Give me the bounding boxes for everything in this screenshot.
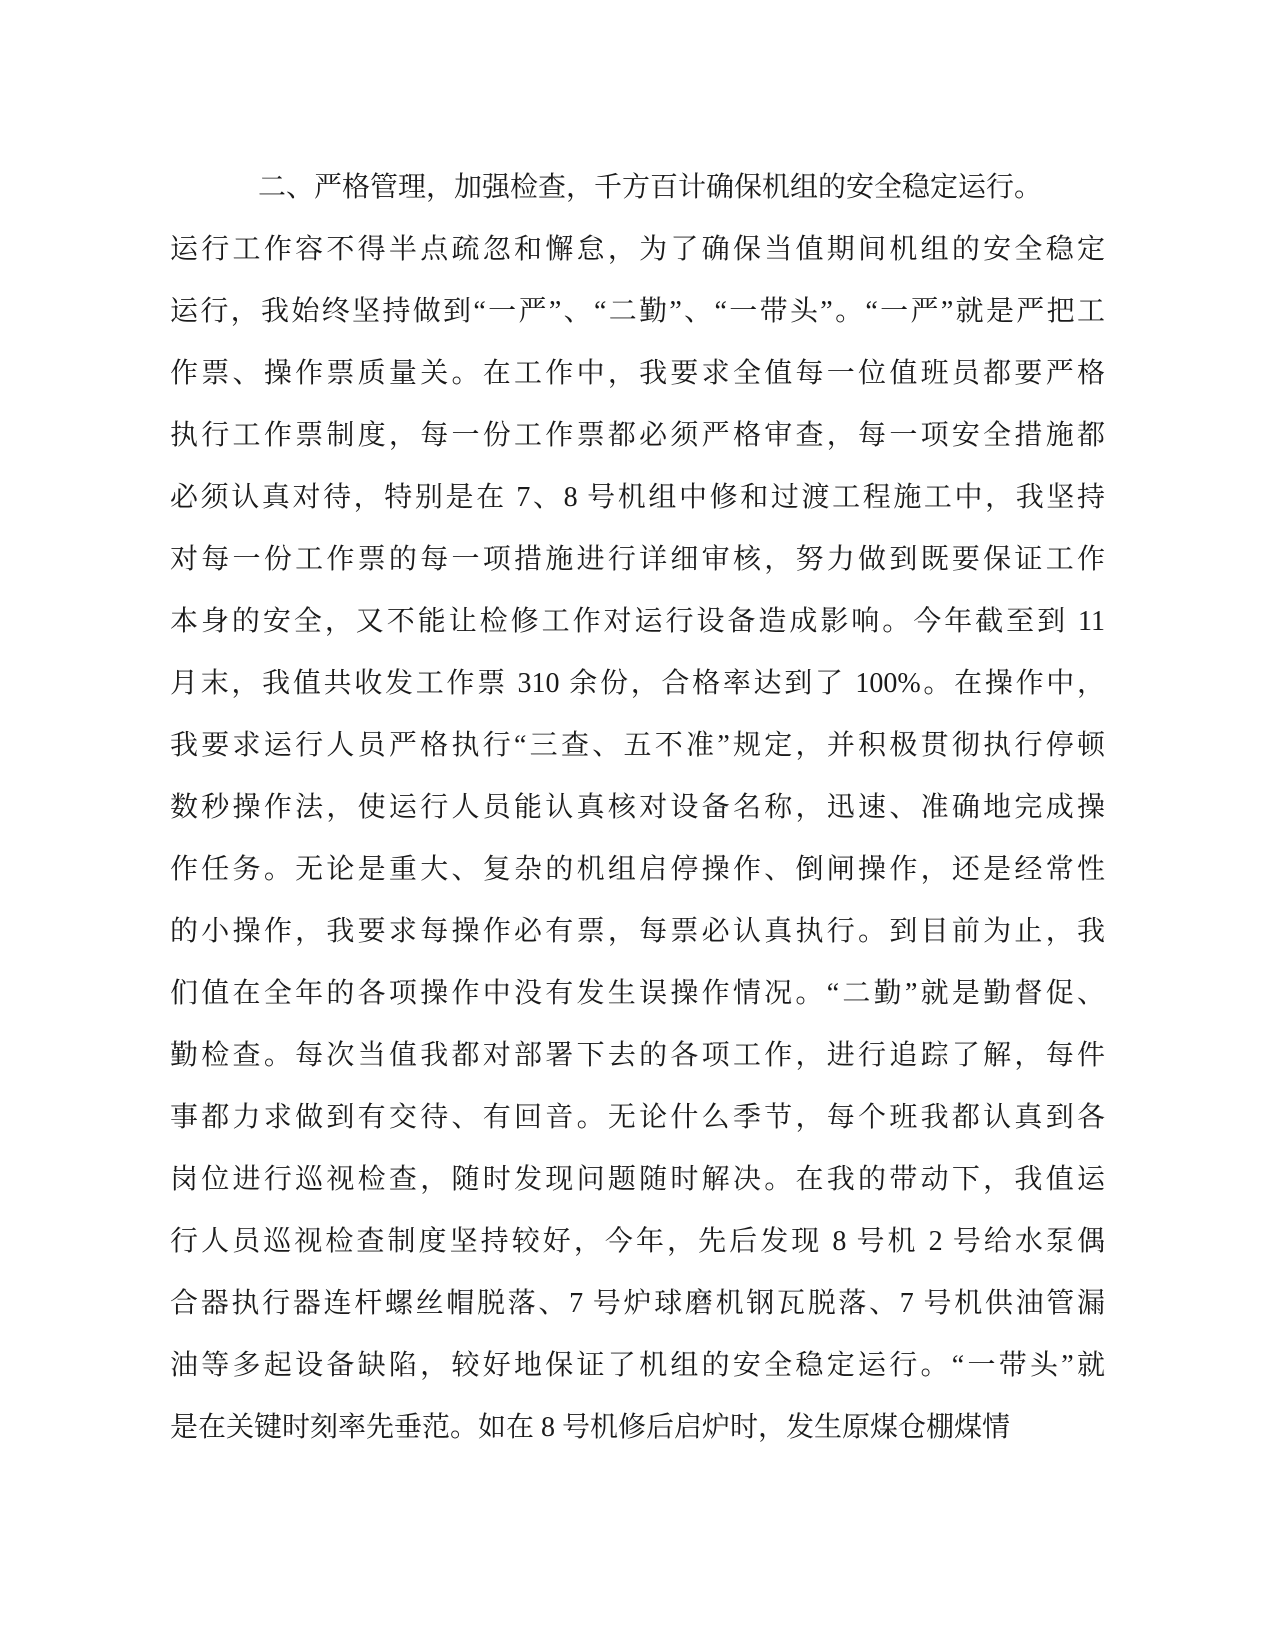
text-line: 对每一份工作票的每一项措施进行详细审核，努力做到既要保证工作 xyxy=(170,544,1105,575)
text-line: 的小操作，我要求每操作必有票，每票必认真执行。到目前为止，我 xyxy=(170,916,1105,947)
text-line: 必须认真对待，特别是在 7、8 号机组中修和过渡工程施工中，我坚持 xyxy=(170,482,1105,513)
text-line: 运行工作容不得半点疏忽和懈怠，为了确保当值期间机组的安全稳定 xyxy=(170,234,1105,265)
text-line: 事都力求做到有交待、有回音。无论什么季节，每个班我都认真到各 xyxy=(170,1102,1105,1133)
text-line: 数秒操作法，使运行人员能认真核对设备名称，迅速、准确地完成操 xyxy=(170,792,1105,823)
text-line: 作任务。无论是重大、复杂的机组启停操作、倒闸操作，还是经常性 xyxy=(170,854,1105,885)
text-line: 运行，我始终坚持做到“一严”、“二勤”、“一带头”。“一严”就是严把工 xyxy=(170,296,1105,327)
text-line: 本身的安全，又不能让检修工作对运行设备造成影响。今年截至到 11 xyxy=(170,606,1105,637)
text-line: 们值在全年的各项操作中没有发生误操作情况。“二勤”就是勤督促、 xyxy=(170,978,1105,1009)
text-line: 行人员巡视检查制度坚持较好，今年，先后发现 8 号机 2 号给水泵偶 xyxy=(170,1226,1105,1257)
text-line: 执行工作票制度，每一份工作票都必须严格审查，每一项安全措施都 xyxy=(170,420,1105,451)
text-line: 我要求运行人员严格执行“三查、五不准”规定，并积极贯彻执行停顿 xyxy=(170,730,1105,761)
text-line: 油等多起设备缺陷，较好地保证了机组的安全稳定运行。“一带头”就 xyxy=(170,1350,1105,1381)
text-line: 月末，我值共收发工作票 310 余份，合格率达到了 100%。在操作中， xyxy=(170,668,1105,699)
text-line: 是在关键时刻率先垂范。如在 8 号机修后启炉时，发生原煤仓棚煤情 xyxy=(170,1412,1011,1443)
text-line: 岗位进行巡视检查，随时发现问题随时解决。在我的带动下，我值运 xyxy=(170,1164,1105,1195)
text-line: 二、严格管理，加强检查，千方百计确保机组的安全稳定运行。 xyxy=(258,172,1043,203)
text-line: 合器执行器连杆螺丝帽脱落、7 号炉球磨机钢瓦脱落、7 号机供油管漏 xyxy=(170,1288,1105,1319)
text-line: 作票、操作票质量关。在工作中，我要求全值每一位值班员都要严格 xyxy=(170,358,1105,389)
document-body xyxy=(170,157,1105,1459)
text-line: 勤检查。每次当值我都对部署下去的各项工作，进行追踪了解，每件 xyxy=(170,1040,1105,1071)
